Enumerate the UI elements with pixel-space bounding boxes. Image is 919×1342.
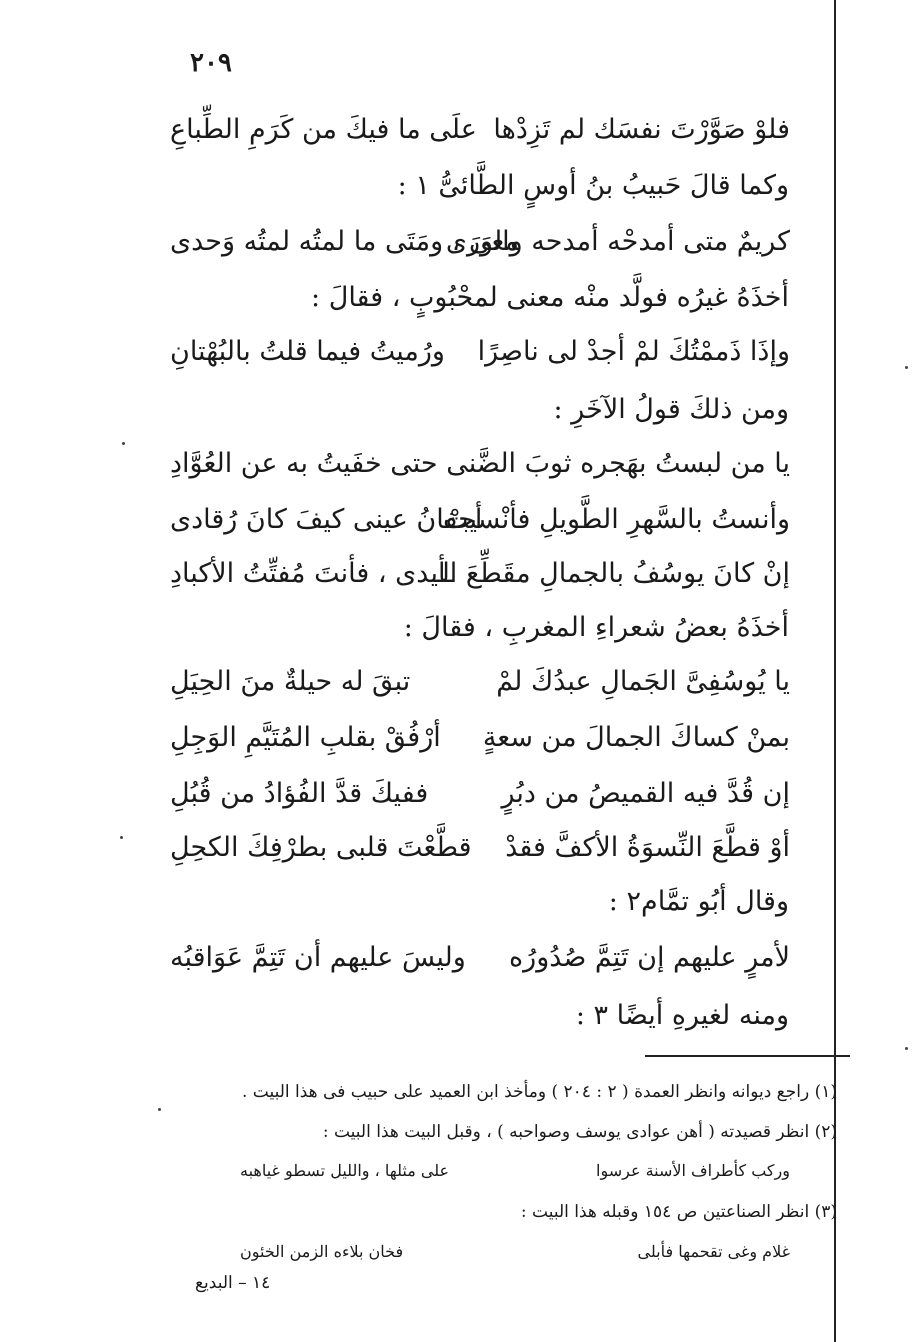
scan-speck xyxy=(122,442,125,445)
footnote-1: (١) راجع ديوانه وانظر العمدة ( ٢ : ٢٠٤ ) ومأخذ ابن العميد على حبيب فى هذا البيت . xyxy=(241,1082,837,1102)
verse-second-hemistich: أرْفُقْ بقلبِ المُتَيَّمِ الوَجِلِ xyxy=(170,722,441,753)
verse-second-hemistich: أجفانُ عينى كيفَ كانَ رُقادى xyxy=(170,504,483,535)
footnote-verse xyxy=(240,1238,790,1266)
verse-first-hemistich: بمنْ كساكَ الجمالَ من سعةٍ xyxy=(482,722,790,753)
verse-line xyxy=(170,220,790,264)
scan-speck xyxy=(158,1108,161,1111)
verse-first-hemistich: كريمٌ متى أمدحْه أمدحه والوَرَى xyxy=(445,226,790,257)
verse-line xyxy=(170,552,790,596)
verse-second-hemistich: تبقَ له حيلةٌ منَ الحِيَلِ xyxy=(170,666,411,697)
prose-line: أخذَهُ بعضُ شعراءِ المغربِ ، فقالَ : xyxy=(403,612,789,643)
verse-line xyxy=(170,936,790,980)
verse-first-hemistich: إنْ كانَ يوسُفُ بالجمالِ مقَطِّعَ الـ xyxy=(433,558,790,589)
scan-speck xyxy=(120,836,123,839)
scan-speck xyxy=(905,366,908,369)
verse-line xyxy=(170,442,790,486)
verse-first-hemistich: يا من لبستُ بهَجره ثوبَ الضَّنى xyxy=(446,448,790,479)
verse-first-hemistich: يا يُوسُفِىَّ الجَمالِ عبدُكَ لمْ xyxy=(496,666,790,697)
verse-first-hemistich: لأمرٍ عليهم إن تَتِمَّ صُدُورُه xyxy=(509,942,790,973)
footnote-separator xyxy=(645,1055,850,1057)
verse-first-hemistich: إن قُدَّ فيه القميصُ من دبُرٍ xyxy=(501,778,790,809)
verse-line xyxy=(170,660,790,704)
page-number: ٢٠٩ xyxy=(190,48,232,78)
prose-line: أخذَهُ غيرُه فولَّد منْه معنى لمحْبُوبٍ ، فقالَ : xyxy=(311,282,789,313)
verse-second-hemistich: ففيكَ قدَّ الفُؤادُ من قُبُلِ xyxy=(170,778,429,809)
verse-second-hemistich: وليسَ عليهم أن تَتِمَّ عَوَاقبُه xyxy=(170,942,466,973)
signature-mark: ١٤ – البديع xyxy=(195,1273,271,1293)
verse-first-hemistich: وركب كأطراف الأسنة عرسوا xyxy=(596,1161,790,1180)
footnote-verse xyxy=(240,1157,790,1185)
verse-second-hemistich: فخان بلاءه الزمن الخئون xyxy=(240,1242,404,1261)
verse-line xyxy=(170,716,790,760)
prose-line: وقال أبُو تمَّام٢ : xyxy=(608,886,789,917)
verse-first-hemistich: وأنستُ بالسَّهرِ الطَّويلِ فأنْسيتْ xyxy=(443,504,790,535)
verse-line xyxy=(170,108,790,152)
prose-line: ومنه لغيرهِ أيضًا ٣ : xyxy=(575,1000,789,1031)
verse-line xyxy=(170,772,790,816)
verse-first-hemistich: وإذَا ذَممْتُكَ لمْ أجدْ لى ناصِرًا xyxy=(477,336,790,367)
verse-second-hemistich: ـأيدى ، فأنتَ مُفتِّتُ الأكبادِ xyxy=(170,558,455,589)
verse-second-hemistich: حتى خفَيتُ به عن العُوَّادِ xyxy=(170,448,438,479)
footnote-3: (٣) انظر الصناعتين ص ١٥٤ وقبله هذا البيت : xyxy=(520,1202,837,1222)
verse-first-hemistich: غلام وغى تقحمها فأبلى xyxy=(637,1242,790,1261)
verse-line xyxy=(170,330,790,374)
verse-first-hemistich: أوْ قطَّعَ النِّسوَةُ الأكفَّ فقدْ xyxy=(505,832,790,863)
scan-speck xyxy=(905,1047,908,1050)
prose-line: ومن ذلكَ قولُ الآخَرِ : xyxy=(553,394,789,425)
verse-line xyxy=(170,826,790,870)
verse-first-hemistich: فلوْ صَوَّرْتَ نفسَك لم تَزِدْها xyxy=(493,114,790,145)
verse-second-hemistich: قطَّعْتَ قلبى بطرْفِكَ الكحِلِ xyxy=(170,832,472,863)
verse-second-hemistich: ورُميتُ فيما قلتُ بالبُهْتانِ xyxy=(170,336,445,367)
verse-second-hemistich: معى ، ومَتَى ما لمتُه لمتُه وَحدى xyxy=(170,226,519,257)
verse-line xyxy=(170,498,790,542)
prose-line: وكما قالَ حَبيبُ بنُ أوسٍ الطَّائىُّ ١ : xyxy=(397,170,789,201)
footnote-2: (٢) انظر قصيدته ( أهن عوادى يوسف وصواحبه ) ، وقبل البيت هذا البيت : xyxy=(322,1122,837,1142)
verse-second-hemistich: علَى ما فيكَ من كَرَمِ الطِّباعِ xyxy=(170,114,477,145)
verse-second-hemistich: على مثلها ، والليل تسطو غياهبه xyxy=(240,1161,450,1180)
